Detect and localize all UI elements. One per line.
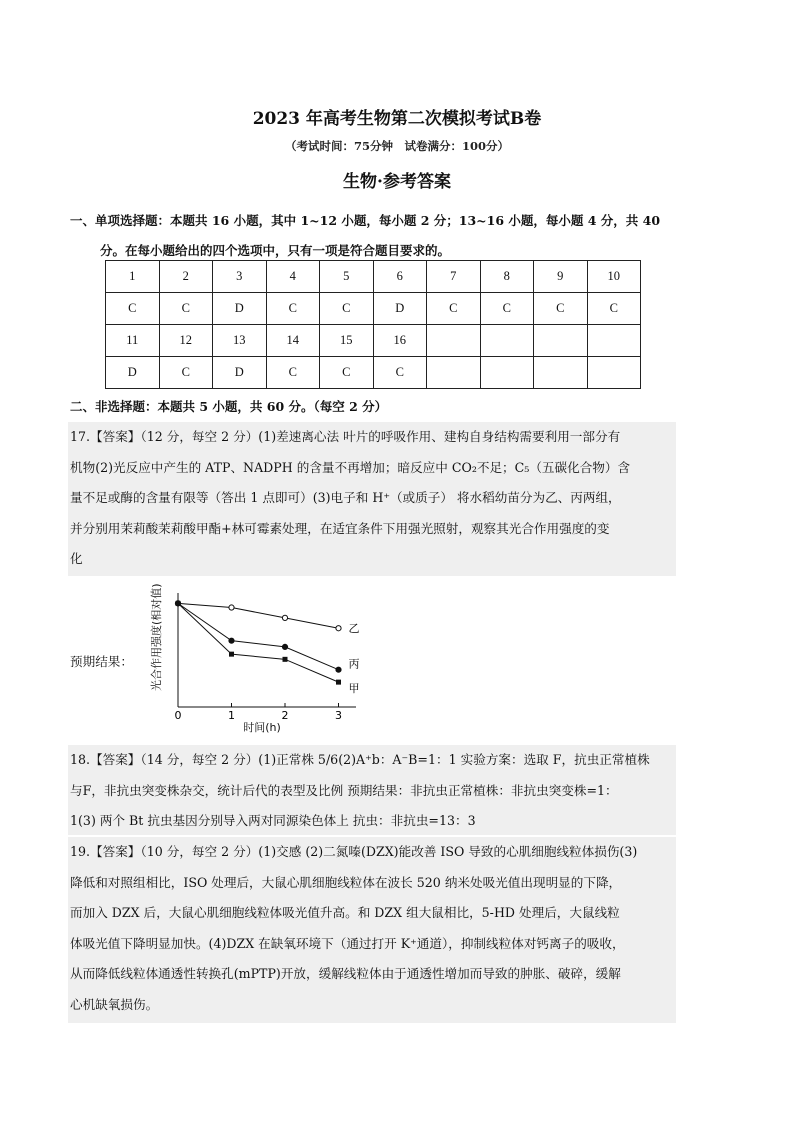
question-number-cell <box>534 325 588 357</box>
q17-line: 并分别用茉莉酸茉莉酸甲酯+林可霉素处理，在适宜条件下用强光照射，观察其光合作用强度的变 <box>70 520 610 536</box>
q19-line: 心机缺氧损伤。 <box>70 996 159 1012</box>
question-number-cell: 15 <box>320 325 374 357</box>
answer-cell: C <box>373 357 427 389</box>
data-point <box>229 638 234 643</box>
prediction-label: 预期结果： <box>70 654 133 669</box>
data-point <box>282 644 287 649</box>
series-label: 乙 <box>348 622 360 636</box>
data-point <box>336 626 341 631</box>
answer-cell <box>480 357 534 389</box>
question-number-cell <box>587 325 641 357</box>
question-number-cell: 14 <box>266 325 320 357</box>
question-number-cell: 7 <box>427 261 481 293</box>
q17-line: 化 <box>70 551 83 566</box>
q17-line: 机物(2)光反应中产生的 ATP、NADPH 的含量不再增加；暗反应中 CO₂不足；C₅（五碳化合物）含 <box>70 459 631 475</box>
q18-line: 1(3) 两个 Bt 抗虫基因分别导入两对同源染色体上 抗虫：非抗虫=13：3 <box>70 813 476 828</box>
question-number-cell: 12 <box>159 325 213 357</box>
chart-xlabel: 时间(h) <box>243 721 281 734</box>
question-number-cell <box>427 325 481 357</box>
answer-cell: D <box>213 293 267 325</box>
answer-cell: D <box>213 357 267 389</box>
answer-table-row <box>106 261 641 293</box>
series-line-乙 <box>178 603 339 628</box>
answer-cell <box>427 357 481 389</box>
answer-cell <box>587 357 641 389</box>
question-number-cell: 16 <box>373 325 427 357</box>
question-number-cell: 1 <box>106 261 160 293</box>
answer-cell: C <box>159 293 213 325</box>
answer-table-row <box>106 325 641 357</box>
photosynthesis-chart <box>142 583 376 739</box>
series-line-丙 <box>178 603 339 669</box>
answer-cell: D <box>106 357 160 389</box>
question-number-cell <box>480 325 534 357</box>
chart-ylabel: 光合作用强度(相对值) <box>150 583 163 691</box>
data-point <box>229 605 234 610</box>
q19-line: 19.【答案】（10 分，每空 2 分）(1)交感 (2)二氮嗪(DZX)能改善 ISO 导致的心肌细胞线粒体损伤(3) <box>70 844 638 859</box>
answer-cell: D <box>373 293 427 325</box>
exam-title: 2023 年高考生物第二次模拟考试B卷 <box>252 109 542 129</box>
series-label: 甲 <box>348 682 360 696</box>
chart-svg <box>142 583 376 739</box>
answer-cell: C <box>320 357 374 389</box>
answer-cell: C <box>587 293 641 325</box>
question-number-cell: 4 <box>266 261 320 293</box>
section-1-instructions <box>70 206 710 266</box>
question-number-cell: 9 <box>534 261 588 293</box>
q19-line: 降低和对照组相比，ISO 处理后，大鼠心肌细胞线粒体在波长 520 纳米处吸光值出现明显的下降， <box>70 874 622 890</box>
answer-cell: C <box>106 293 160 325</box>
x-tick-label: 2 <box>281 709 289 722</box>
exam-subtitle: （考试时间：75分钟 试卷满分：100分） <box>284 139 509 153</box>
question-number-cell: 10 <box>587 261 641 293</box>
q18-line: 18.【答案】（14 分，每空 2 分）(1)正常株 5/6(2)A⁺b：A⁻B=1：1 实验方案：选取 F，抗虫正常植株 <box>70 752 650 767</box>
x-tick-label: 0 <box>174 709 182 722</box>
question-number-cell: 11 <box>106 325 160 357</box>
answer-cell: C <box>159 357 213 389</box>
section-1-line-2: 分。在每小题给出的四个选项中，只有一项是符合题目要求的。 <box>100 243 451 258</box>
q17-line: 17.【答案】（12 分，每空 2 分）(1)差速离心法 叶片的呼吸作用、建构自身结构需要利用一部分有 <box>70 429 621 444</box>
answer-sheet-heading: 生物·参考答案 <box>343 172 451 192</box>
data-point <box>336 667 341 672</box>
q19-answer <box>70 837 673 1020</box>
question-number-cell: 5 <box>320 261 374 293</box>
answer-cell <box>534 357 588 389</box>
answer-table-row <box>106 293 641 325</box>
data-point <box>283 657 288 662</box>
series-label: 丙 <box>348 657 360 671</box>
q18-answer <box>70 745 673 837</box>
question-number-cell: 8 <box>480 261 534 293</box>
question-number-cell: 3 <box>213 261 267 293</box>
series-line-甲 <box>178 603 339 682</box>
section-1-line-1: 一、单项选择题：本题共 16 小题，其中 1~12 小题，每小题 2 分；13~16 小题，每小题 4 分，共 40 <box>70 213 661 228</box>
section-2-heading: 二、非选择题：本题共 5 小题，共 60 分。（每空 2 分） <box>70 399 388 414</box>
answer-cell: C <box>266 357 320 389</box>
q18-line: 与F，非抗虫突变株杂交，统计后代的表型及比例 预期结果：非抗虫正常植株：非抗虫突变株=1： <box>70 782 618 798</box>
question-number-cell: 6 <box>373 261 427 293</box>
x-tick-label: 1 <box>228 709 235 722</box>
q19-line: 体吸光值下降明显加快。(4)DZX 在缺氧环境下（通过打开 K⁺通道），抑制线粒体对钙离子的吸收， <box>70 935 625 951</box>
q19-line: 从而降低线粒体通透性转换孔(mPTP)开放，缓解线粒体由于通透性增加而导致的肿胀、破碎，缓解 <box>70 966 621 981</box>
x-tick-label: 3 <box>335 709 342 722</box>
data-point <box>176 601 181 606</box>
answer-cell: C <box>480 293 534 325</box>
q19-line: 而加入 DZX 后，大鼠心肌细胞线粒体吸光值升高。和 DZX 组大鼠相比，5-HD 处理后，大鼠线粒 <box>70 905 620 920</box>
answer-cell: C <box>427 293 481 325</box>
data-point <box>282 615 287 620</box>
answer-table-row <box>106 357 641 389</box>
question-number-cell: 2 <box>159 261 213 293</box>
q17-line: 量不足或酶的含量有限等（答出 1 点即可）(3)电子和 H⁺（或质子） 将水稻幼苗分为乙、丙两组， <box>70 490 621 505</box>
answer-cell: C <box>534 293 588 325</box>
answer-cell: C <box>266 293 320 325</box>
data-point <box>336 680 341 685</box>
answer-cell: C <box>320 293 374 325</box>
data-point <box>229 652 234 657</box>
answer-table <box>105 260 641 389</box>
q17-answer <box>70 422 673 575</box>
question-number-cell: 13 <box>213 325 267 357</box>
